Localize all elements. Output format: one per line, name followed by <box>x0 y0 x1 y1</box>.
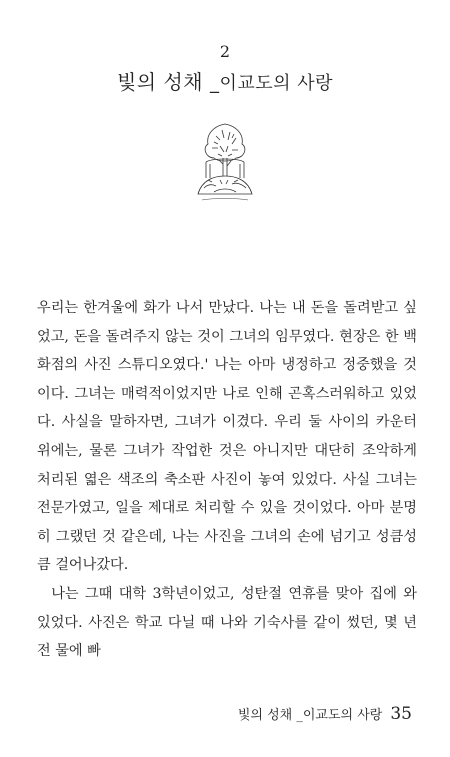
chapter-illustration <box>192 118 258 206</box>
body-paragraph: 나는 그때 대학 3학년이었고, 성탄절 연휴를 맞아 집에 와 있었다. 사진은 학교 다닐 때 나와 기숙사를 같이 썼던, 몇 년 전 물에 빠 <box>37 585 417 660</box>
body-text <box>37 294 417 666</box>
running-title: 빛의 성채 _이교도의 사랑 <box>237 708 383 723</box>
chapter-title <box>0 66 450 95</box>
chapter-number: 2 <box>219 42 231 61</box>
chapter-title-main: 빛의 성채 <box>116 70 204 94</box>
page-number: 35 <box>390 704 412 724</box>
running-footer <box>238 704 412 724</box>
body-paragraph: 우리는 한겨울에 화가 나서 만났다. 나는 내 돈을 돌려받고 싶었고, 돈을 돌려주지 않는 것이 그녀의 임무였다. 현장은 한 백화점의 사진 스튜디오였다.' 나는 아마 냉정하고 정중했을 것이다. 그녀는 매력적이었지만 나로 인해 곤혹스러워하고 있었다. 사실을 말하자면, 그녀가 이겼다. 우리 둘 사이의 카운터 위에는, 물론 그녀가 작업한 것은 아니지만 대단히 조악하게 처리된 엷은 색조의 축소판 사진이 놓여 있었다. 사실 그녀는 전문가였고, 일을 제대로 처리할 수 있을 것이었다. 아마 분명히 그랬던 것 같은데, 나는 사진을 그녀의 손에 넘기고 성큼성큼 걸어나갔다. <box>37 300 417 574</box>
chapter-title-subtitle: _이교도의 사랑 <box>209 73 334 94</box>
